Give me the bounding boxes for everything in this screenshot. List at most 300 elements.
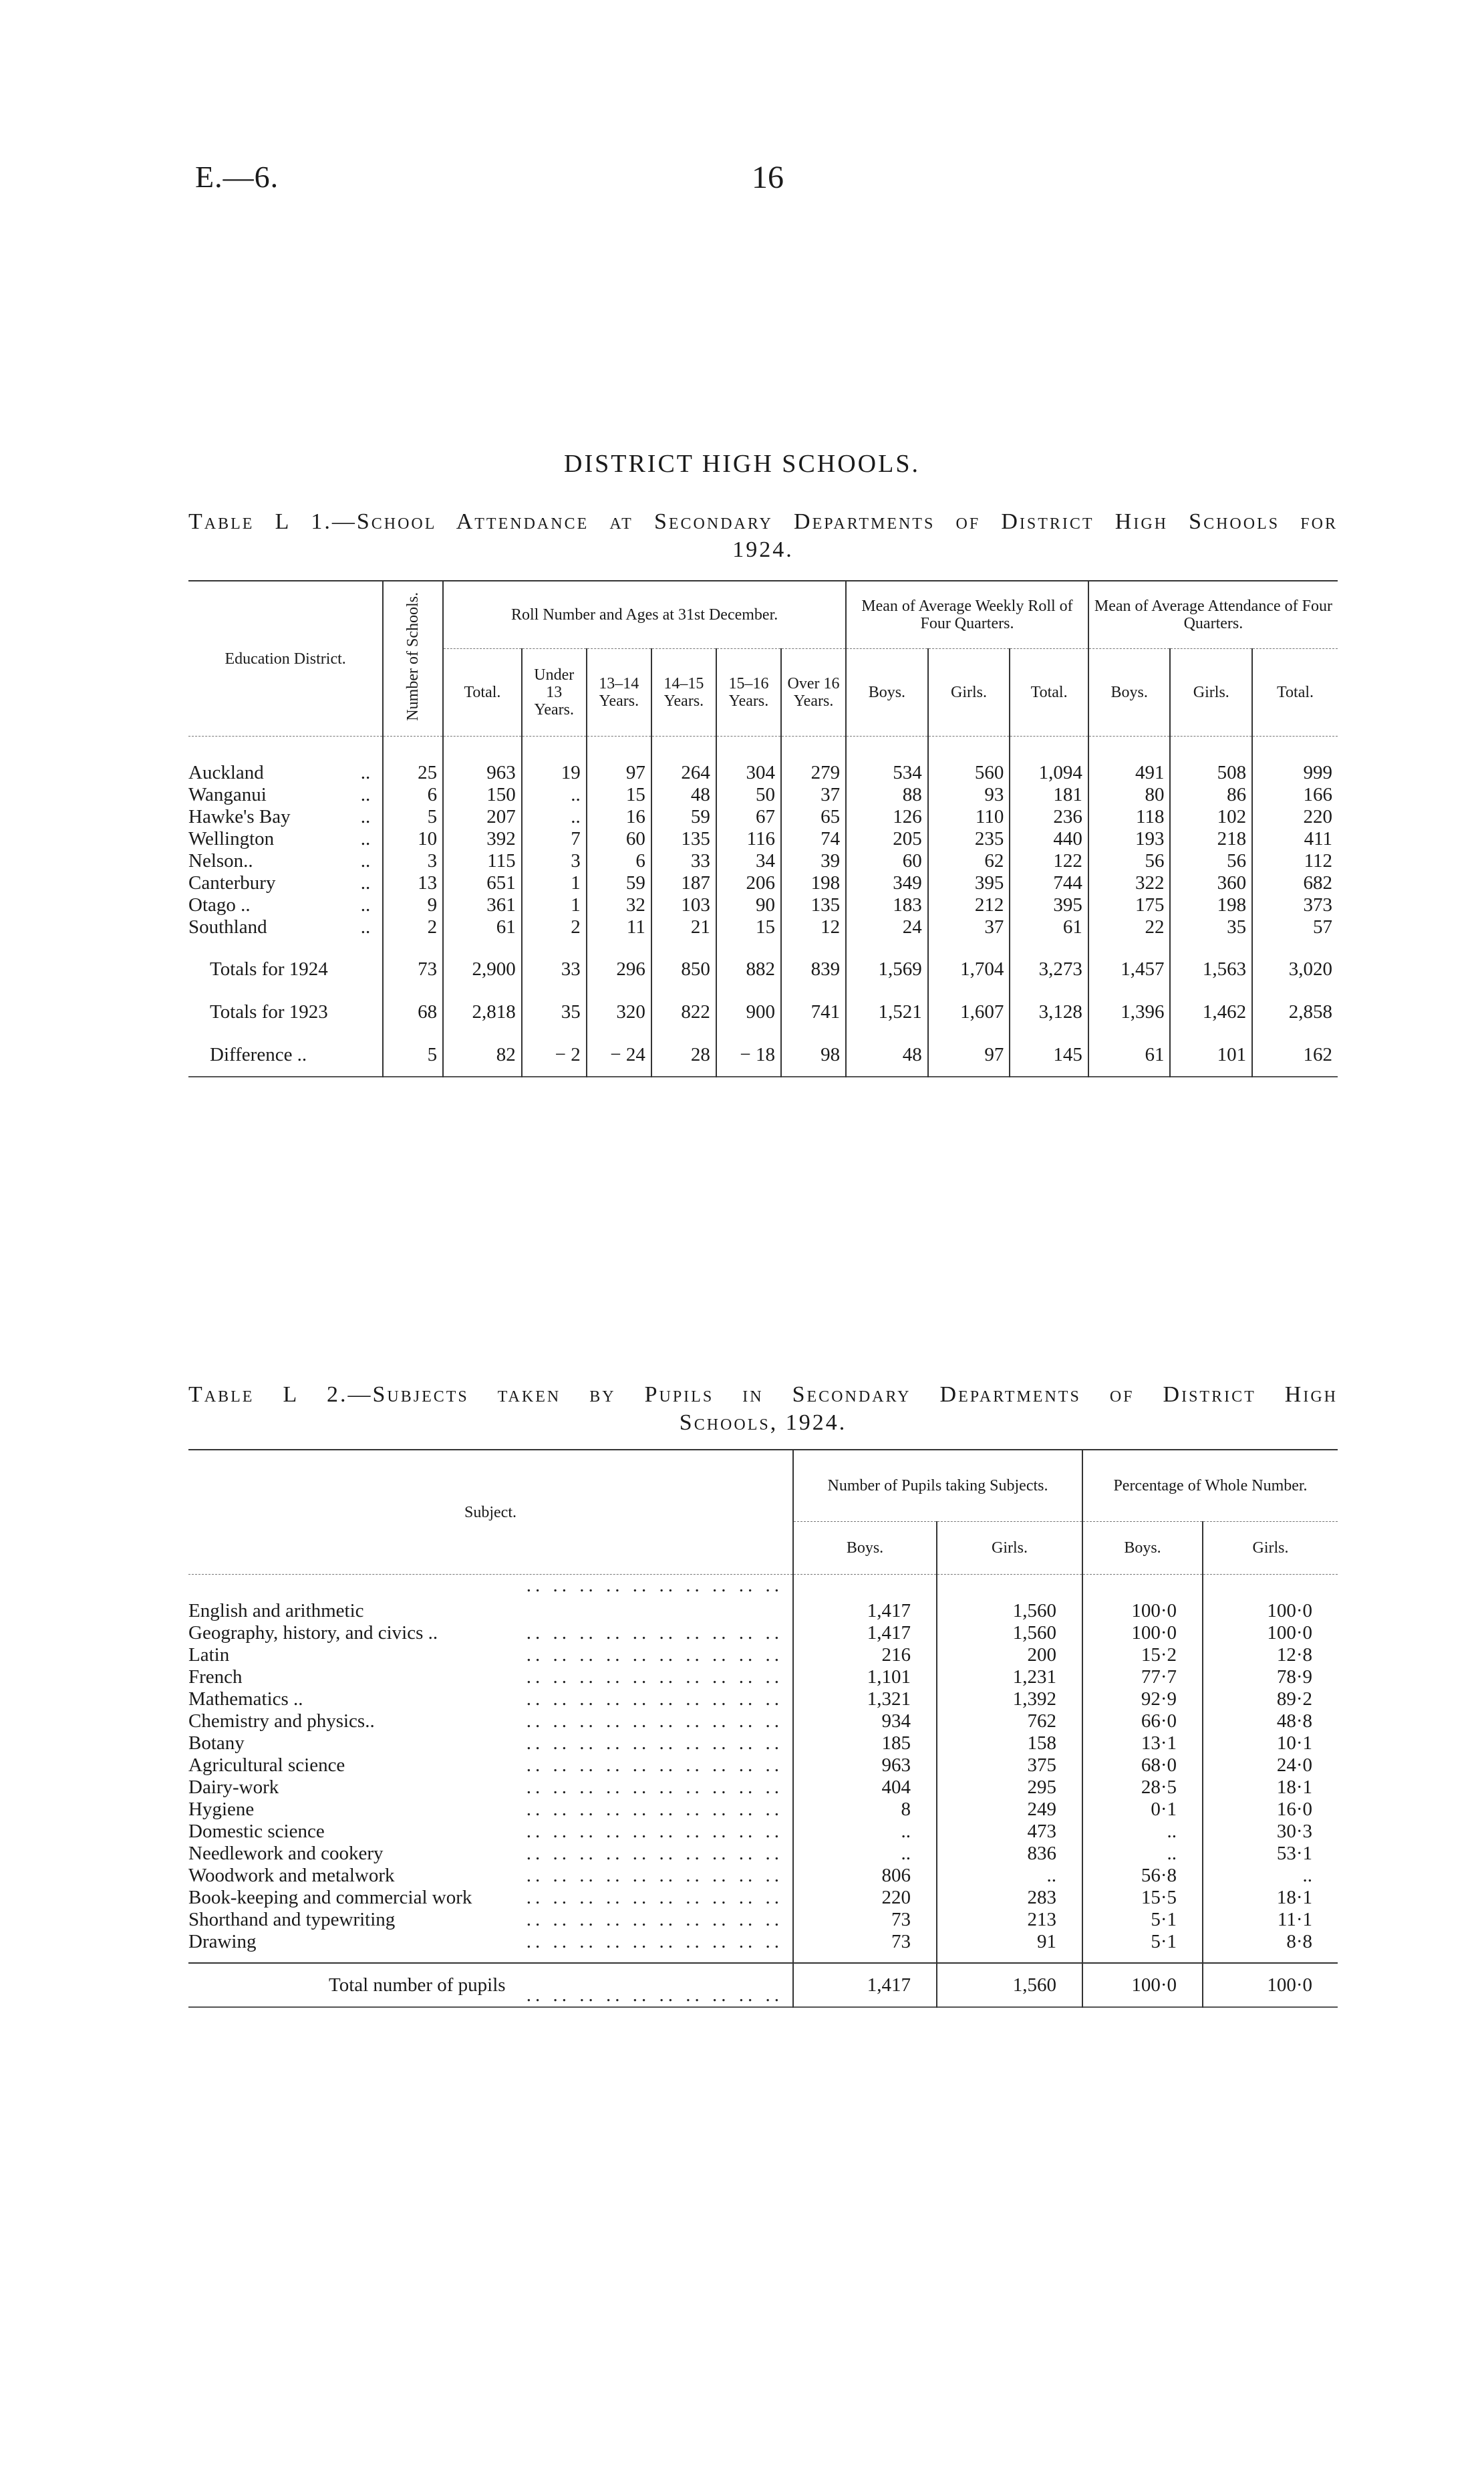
dot-leader: .. .. .. .. .. .. .. .. .. ..: [526, 1754, 783, 1776]
subject-row: [188, 1644, 1338, 1666]
district-cell: 65: [781, 806, 846, 828]
district-cell: 411: [1252, 828, 1338, 850]
district-cell: 1: [522, 894, 587, 916]
header-number-girls: Girls.: [937, 1522, 1082, 1575]
header-13-14: 13–14 Years.: [587, 649, 651, 737]
totals-cell: 3,020: [1252, 948, 1338, 991]
subject-row: [188, 1777, 1338, 1799]
subject-cell: 1,101: [793, 1666, 937, 1688]
subject-cell: 473: [937, 1821, 1082, 1843]
district-cell: 56: [1170, 850, 1252, 872]
header-number-of-pupils-group: Number of Pupils taking Subjects.: [793, 1450, 1082, 1522]
subject-cell: 16·0: [1203, 1799, 1338, 1821]
subject-cell: 78·9: [1203, 1666, 1338, 1688]
subject-cell: ..: [1082, 1821, 1203, 1843]
main-title: DISTRICT HIGH SCHOOLS.: [564, 450, 920, 478]
table2-total-row: [188, 1963, 1338, 2007]
district-cell: 90: [716, 894, 781, 916]
dot-leader: .. .. .. .. .. .. .. .. .. ..: [526, 1865, 783, 1886]
district-cell: 10: [383, 828, 443, 850]
district-cell: 682: [1252, 872, 1338, 894]
subject-cell: 213: [937, 1909, 1082, 1931]
table1-title: [188, 508, 1338, 564]
district-cell: 395: [1010, 894, 1088, 916]
subject-row: [188, 1931, 1338, 1963]
table2-title-line1: Table L 2.—Subjects taken by Pupils in Secondary Departments of District High: [188, 1382, 1338, 1407]
subject-cell: 100·0: [1082, 1575, 1203, 1623]
subject-name: .. .. .. .. .. .. .. .. .. .. Hygiene: [188, 1799, 783, 1820]
totals-cell: 28: [651, 1033, 716, 1077]
header-attend-total: Total.: [1252, 649, 1338, 737]
dot-leader: .. .. .. .. .. .. .. .. .. ..: [526, 1622, 783, 1644]
subject-cell: 1,417: [793, 1575, 937, 1623]
subject-cell: 1,231: [937, 1666, 1082, 1688]
header-education-district: Education District.: [188, 581, 383, 737]
subject-cell: 220: [793, 1887, 937, 1909]
subject-name: .. .. .. .. .. .. .. .. .. .. Chemistry and physics..: [188, 1710, 783, 1732]
dot-leader: .. .. .. .. .. .. .. .. .. ..: [526, 1666, 783, 1688]
subject-cell: 13·1: [1082, 1732, 1203, 1754]
district-cell: 395: [928, 872, 1010, 894]
subject-cell: 73: [793, 1909, 937, 1931]
header-weekly-girls: Girls.: [928, 649, 1010, 737]
district-cell: 651: [443, 872, 522, 894]
district-cell: 236: [1010, 806, 1088, 828]
subject-cell: 216: [793, 1644, 937, 1666]
total-row: [188, 1963, 1338, 2007]
district-cell: 11: [587, 916, 651, 948]
header-number-boys: Boys.: [793, 1522, 937, 1575]
totals-cell: 2,818: [443, 991, 522, 1033]
totals-cell: 98: [781, 1033, 846, 1077]
totals-cell: 5: [383, 1033, 443, 1077]
subject-cell: 762: [937, 1710, 1082, 1732]
district-row: [188, 872, 1338, 894]
header-percent-girls: Girls.: [1203, 1522, 1338, 1575]
subject-cell: 15·2: [1082, 1644, 1203, 1666]
district-cell: 322: [1088, 872, 1171, 894]
subject-row: [188, 1666, 1338, 1688]
district-cell: 3: [383, 850, 443, 872]
totals-cell: 839: [781, 948, 846, 991]
district-cell: 35: [1170, 916, 1252, 948]
district-cell: 205: [846, 828, 928, 850]
district-row: [188, 784, 1338, 806]
subject-cell: 15·5: [1082, 1887, 1203, 1909]
subject-cell: 66·0: [1082, 1710, 1203, 1732]
district-cell: 16: [587, 806, 651, 828]
subject-cell: 77·7: [1082, 1666, 1203, 1688]
district-cell: 115: [443, 850, 522, 872]
header-percentage-group: Percentage of Whole Number.: [1082, 1450, 1338, 1522]
subject-cell: 12·8: [1203, 1644, 1338, 1666]
district-cell: 80: [1088, 784, 1171, 806]
subject-cell: 8·8: [1203, 1931, 1338, 1963]
table2-subjects: [188, 1449, 1338, 2009]
header-under-13: Under 13 Years.: [522, 649, 587, 737]
subject-cell: 68·0: [1082, 1754, 1203, 1777]
subject-row: [188, 1799, 1338, 1821]
district-cell: 56: [1088, 850, 1171, 872]
district-cell: 1,094: [1010, 737, 1088, 785]
subject-row: [188, 1732, 1338, 1754]
district-cell: 279: [781, 737, 846, 785]
header-roll-total: Total.: [443, 649, 522, 737]
totals-cell: 741: [781, 991, 846, 1033]
district-cell: 392: [443, 828, 522, 850]
totals-cell: − 2: [522, 1033, 587, 1077]
dot-leader: .. .. .. .. .. .. .. .. .. ..: [526, 1799, 783, 1820]
district-cell: 491: [1088, 737, 1171, 785]
dot-leader: .. .. .. .. .. .. .. .. .. ..: [526, 1688, 783, 1710]
subject-name: .. .. .. .. .. .. .. .. .. .. Domestic science: [188, 1821, 783, 1842]
district-name: Nelson.. ..: [188, 850, 371, 872]
subject-cell: 89·2: [1203, 1688, 1338, 1710]
dot-leader: .. .. .. .. .. .. .. .. .. ..: [526, 1732, 783, 1754]
header-roll-number-group: Roll Number and Ages at 31st December.: [443, 581, 846, 649]
totals-cell: 1,521: [846, 991, 928, 1033]
district-cell: 126: [846, 806, 928, 828]
subject-cell: 30·3: [1203, 1821, 1338, 1843]
subject-name: .. .. .. .. .. .. .. .. .. .. Latin: [188, 1644, 783, 1666]
header-subject: Subject.: [464, 1503, 516, 1521]
district-cell: ..: [522, 806, 587, 828]
district-cell: 39: [781, 850, 846, 872]
page-number: 16: [752, 160, 784, 195]
totals-cell: 850: [651, 948, 716, 991]
district-cell: 13: [383, 872, 443, 894]
subject-cell: 963: [793, 1754, 937, 1777]
subject-cell: 100·0: [1082, 1622, 1203, 1644]
subject-cell: 295: [937, 1777, 1082, 1799]
district-cell: 61: [443, 916, 522, 948]
district-cell: 59: [651, 806, 716, 828]
district-row: [188, 806, 1338, 828]
district-cell: ..: [522, 784, 587, 806]
subject-cell: 1,560: [937, 1575, 1082, 1623]
subject-cell: 92·9: [1082, 1688, 1203, 1710]
district-row: [188, 850, 1338, 872]
totals-row: [188, 948, 1338, 991]
district-cell: 220: [1252, 806, 1338, 828]
totals-cell: 33: [522, 948, 587, 991]
subject-name: .. .. .. .. .. .. .. .. .. .. Mathematics ..: [188, 1688, 783, 1710]
district-cell: 24: [846, 916, 928, 948]
district-cell: 103: [651, 894, 716, 916]
header-attend-boys: Boys.: [1088, 649, 1171, 737]
district-cell: 33: [651, 850, 716, 872]
district-cell: 62: [928, 850, 1010, 872]
table1-title-line1: Table L 1.—School Attendance at Secondary Departments of District High Schools for: [188, 509, 1338, 534]
totals-cell: 82: [443, 1033, 522, 1077]
subject-row: [188, 1887, 1338, 1909]
subject-cell: 158: [937, 1732, 1082, 1754]
totals-cell: 1,563: [1170, 948, 1252, 991]
district-cell: 560: [928, 737, 1010, 785]
subject-cell: ..: [1203, 1865, 1338, 1887]
district-cell: 6: [587, 850, 651, 872]
district-cell: 440: [1010, 828, 1088, 850]
subject-cell: 200: [937, 1644, 1082, 1666]
subject-cell: 56·8: [1082, 1865, 1203, 1887]
subject-row: [188, 1688, 1338, 1710]
district-cell: 97: [587, 737, 651, 785]
district-cell: 32: [587, 894, 651, 916]
district-cell: 37: [781, 784, 846, 806]
subject-cell: 1,560: [937, 1622, 1082, 1644]
subject-cell: ..: [793, 1821, 937, 1843]
district-cell: 212: [928, 894, 1010, 916]
dot-leader: .. .. .. .. .. .. .. .. .. ..: [526, 1575, 783, 1596]
district-cell: 7: [522, 828, 587, 850]
district-cell: 102: [1170, 806, 1252, 828]
totals-cell: 97: [928, 1033, 1010, 1077]
district-cell: 88: [846, 784, 928, 806]
subject-cell: 53·1: [1203, 1843, 1338, 1865]
totals-cell: 1,607: [928, 991, 1010, 1033]
district-cell: 2: [383, 916, 443, 948]
subject-cell: 5·1: [1082, 1909, 1203, 1931]
totals-cell: 73: [383, 948, 443, 991]
subject-name: .. .. .. .. .. .. .. .. .. .. Shorthand and typewriting: [188, 1909, 783, 1930]
header-weekly-roll-group: Mean of Average Weekly Roll of Four Quarters.: [846, 581, 1088, 649]
subject-name: .. .. .. .. .. .. .. .. .. .. Needlework and cookery: [188, 1843, 783, 1864]
totals-cell: 882: [716, 948, 781, 991]
district-cell: 3: [522, 850, 587, 872]
totals-cell: 3,128: [1010, 991, 1088, 1033]
district-cell: 60: [846, 850, 928, 872]
district-row: [188, 916, 1338, 948]
district-cell: 166: [1252, 784, 1338, 806]
district-cell: 360: [1170, 872, 1252, 894]
subject-row: [188, 1575, 1338, 1623]
subject-cell: 48·8: [1203, 1710, 1338, 1732]
district-cell: 373: [1252, 894, 1338, 916]
subject-name: .. .. .. .. .. .. .. .. .. .. Botany: [188, 1732, 783, 1754]
total-cell: 100·0: [1082, 1963, 1203, 2007]
subject-name: .. .. .. .. .. .. .. .. .. .. English and arithmetic: [188, 1575, 783, 1621]
total-cell: 1,417: [793, 1963, 937, 2007]
totals-cell: 2,900: [443, 948, 522, 991]
subject-cell: 100·0: [1203, 1575, 1338, 1623]
totals-cell: 101: [1170, 1033, 1252, 1077]
totals-cell: 900: [716, 991, 781, 1033]
total-cell: 100·0: [1203, 1963, 1338, 2007]
dot-leader: .. .. .. .. .. .. .. .. .. ..: [526, 1644, 783, 1666]
district-cell: 2: [522, 916, 587, 948]
district-name: Wellington ..: [188, 828, 371, 849]
district-cell: 304: [716, 737, 781, 785]
district-cell: 6: [383, 784, 443, 806]
subject-cell: 934: [793, 1710, 937, 1732]
subject-cell: 1,417: [793, 1622, 937, 1644]
district-cell: 22: [1088, 916, 1171, 948]
subject-cell: 283: [937, 1887, 1082, 1909]
totals-cell: 1,704: [928, 948, 1010, 991]
totals-cell: 61: [1088, 1033, 1171, 1077]
dot-leader: .. .. .. .. .. .. .. .. .. ..: [526, 1843, 783, 1864]
district-cell: 12: [781, 916, 846, 948]
table2-subject-rows: [188, 1575, 1338, 1964]
subject-name: .. .. .. .. .. .. .. .. .. .. Geography, history, and civics ..: [188, 1622, 783, 1644]
subject-row: [188, 1622, 1338, 1644]
subject-row: [188, 1865, 1338, 1887]
subject-cell: 1,321: [793, 1688, 937, 1710]
totals-cell: 1,462: [1170, 991, 1252, 1033]
district-cell: 15: [587, 784, 651, 806]
table1-district-rows: [188, 737, 1338, 948]
subject-cell: 28·5: [1082, 1777, 1203, 1799]
subject-cell: 375: [937, 1754, 1082, 1777]
district-cell: 361: [443, 894, 522, 916]
table1-title-line2: 1924.: [732, 537, 794, 562]
dot-leader: .. .. .. .. .. .. .. .. .. ..: [526, 1710, 783, 1732]
district-cell: 15: [716, 916, 781, 948]
district-cell: 50: [716, 784, 781, 806]
header-weekly-total: Total.: [1010, 649, 1088, 737]
subject-cell: 18·1: [1203, 1887, 1338, 1909]
total-cell: 1,560: [937, 1963, 1082, 2007]
subject-name: .. .. .. .. .. .. .. .. .. .. French: [188, 1666, 783, 1688]
district-cell: 963: [443, 737, 522, 785]
district-cell: 48: [651, 784, 716, 806]
subject-cell: ..: [1082, 1843, 1203, 1865]
district-cell: 175: [1088, 894, 1171, 916]
header-over-16: Over 16 Years.: [781, 649, 846, 737]
district-cell: 34: [716, 850, 781, 872]
dot-leader: .. .. .. .. .. .. .. .. .. ..: [526, 1931, 783, 1952]
subject-cell: 18·1: [1203, 1777, 1338, 1799]
subject-cell: 806: [793, 1865, 937, 1887]
subject-name: .. .. .. .. .. .. .. .. .. .. Drawing: [188, 1931, 783, 1952]
district-cell: 122: [1010, 850, 1088, 872]
subject-name: .. .. .. .. .. .. .. .. .. .. Woodwork and metalwork: [188, 1865, 783, 1886]
district-name: Hawke's Bay ..: [188, 806, 371, 827]
header-attendance-group: Mean of Average Attendance of Four Quarters.: [1088, 581, 1338, 649]
district-cell: 110: [928, 806, 1010, 828]
subject-cell: 73: [793, 1931, 937, 1963]
header-14-15: 14–15 Years.: [651, 649, 716, 737]
subject-cell: 1,392: [937, 1688, 1082, 1710]
header-weekly-boys: Boys.: [846, 649, 928, 737]
totals-row: [188, 991, 1338, 1033]
subject-row: [188, 1710, 1338, 1732]
totals-cell: 822: [651, 991, 716, 1033]
totals-name: Totals for 1923: [210, 1001, 328, 1023]
totals-cell: 1,457: [1088, 948, 1171, 991]
district-cell: 5: [383, 806, 443, 828]
subject-row: [188, 1754, 1338, 1777]
district-cell: 744: [1010, 872, 1088, 894]
district-cell: 135: [651, 828, 716, 850]
subject-cell: ..: [793, 1843, 937, 1865]
district-cell: 193: [1088, 828, 1171, 850]
dot-leader: .. .. .. .. .. .. .. .. .. ..: [526, 1909, 783, 1930]
district-cell: 74: [781, 828, 846, 850]
district-cell: 999: [1252, 737, 1338, 785]
totals-row: [188, 1033, 1338, 1077]
district-cell: 264: [651, 737, 716, 785]
totals-cell: 296: [587, 948, 651, 991]
dot-leader: .. .. .. .. .. .. .. .. .. ..: [526, 1777, 783, 1798]
district-cell: 235: [928, 828, 1010, 850]
district-cell: 135: [781, 894, 846, 916]
subject-cell: 10·1: [1203, 1732, 1338, 1754]
header-15-16: 15–16 Years.: [716, 649, 781, 737]
subject-cell: 24·0: [1203, 1754, 1338, 1777]
dot-leader: .. .. .. .. .. .. .. .. .. ..: [526, 1887, 783, 1908]
table2-title: [188, 1381, 1338, 1437]
totals-cell: − 24: [587, 1033, 651, 1077]
district-cell: 37: [928, 916, 1010, 948]
totals-name: Totals for 1924: [210, 958, 328, 980]
district-name: Southland ..: [188, 916, 371, 938]
totals-name: Difference ..: [210, 1044, 307, 1065]
table1-attendance: [188, 580, 1338, 1079]
district-name: Otago .. ..: [188, 894, 371, 916]
district-cell: 181: [1010, 784, 1088, 806]
district-cell: 21: [651, 916, 716, 948]
totals-cell: 1,569: [846, 948, 928, 991]
district-cell: 116: [716, 828, 781, 850]
subject-cell: ..: [937, 1865, 1082, 1887]
totals-cell: 145: [1010, 1033, 1088, 1077]
totals-cell: 162: [1252, 1033, 1338, 1077]
district-cell: 198: [781, 872, 846, 894]
subject-row: [188, 1821, 1338, 1843]
subject-cell: 100·0: [1203, 1622, 1338, 1644]
totals-cell: 1,396: [1088, 991, 1171, 1033]
table2-title-line2: Schools, 1924.: [679, 1410, 847, 1435]
subject-cell: 185: [793, 1732, 937, 1754]
district-cell: 86: [1170, 784, 1252, 806]
district-cell: 183: [846, 894, 928, 916]
district-cell: 67: [716, 806, 781, 828]
totals-cell: 68: [383, 991, 443, 1033]
subject-cell: 11·1: [1203, 1909, 1338, 1931]
district-cell: 1: [522, 872, 587, 894]
subject-name: .. .. .. .. .. .. .. .. .. .. Agricultural science: [188, 1754, 783, 1776]
district-cell: 534: [846, 737, 928, 785]
subject-row: [188, 1843, 1338, 1865]
subject-cell: 404: [793, 1777, 937, 1799]
district-cell: 150: [443, 784, 522, 806]
document-reference: E.—6.: [195, 160, 279, 194]
district-cell: 57: [1252, 916, 1338, 948]
district-cell: 207: [443, 806, 522, 828]
district-row: [188, 737, 1338, 785]
district-cell: 206: [716, 872, 781, 894]
district-name: Auckland ..: [188, 762, 371, 783]
district-cell: 112: [1252, 850, 1338, 872]
district-cell: 61: [1010, 916, 1088, 948]
district-cell: 508: [1170, 737, 1252, 785]
subject-name: .. .. .. .. .. .. .. .. .. .. Book-keeping and commercial work: [188, 1887, 783, 1908]
subject-row: [188, 1909, 1338, 1931]
district-name: Wanganui ..: [188, 784, 371, 805]
district-cell: 59: [587, 872, 651, 894]
district-cell: 187: [651, 872, 716, 894]
district-cell: 60: [587, 828, 651, 850]
totals-cell: − 18: [716, 1033, 781, 1077]
district-name: Canterbury ..: [188, 872, 371, 894]
district-cell: 9: [383, 894, 443, 916]
subject-name: .. .. .. .. .. .. .. .. .. .. Dairy-work: [188, 1777, 783, 1798]
total-name: .. .. .. .. .. .. .. .. .. .. Total number of pupils: [188, 1963, 793, 2007]
totals-cell: 48: [846, 1033, 928, 1077]
totals-cell: 3,273: [1010, 948, 1088, 991]
totals-cell: 2,858: [1252, 991, 1338, 1033]
